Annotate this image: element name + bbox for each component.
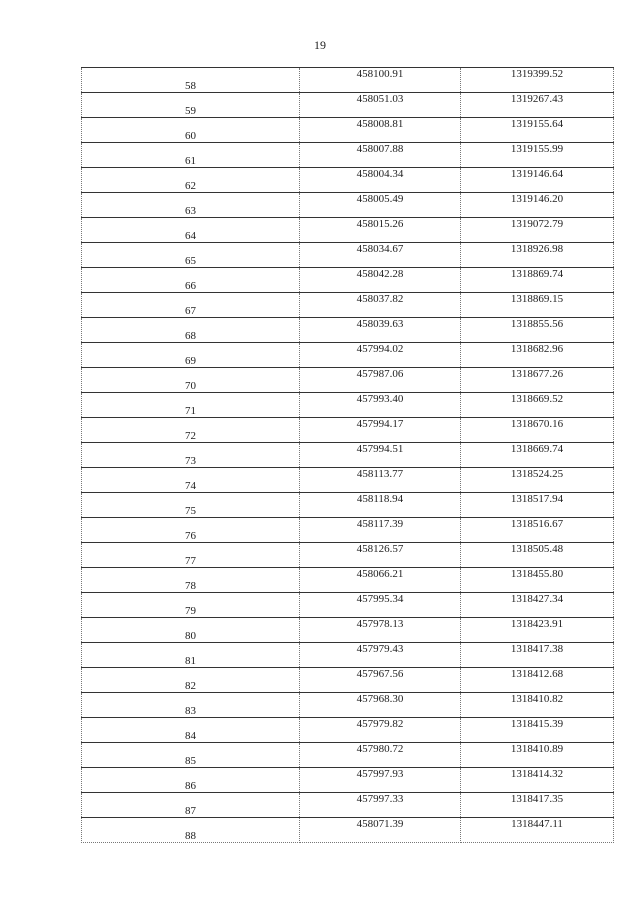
coordinate-table bbox=[81, 67, 614, 843]
x-coordinate-cell: 457967.56 bbox=[300, 668, 461, 693]
table-row bbox=[82, 768, 614, 793]
x-coordinate-cell: 458005.49 bbox=[300, 193, 461, 218]
x-coordinate-cell: 457997.93 bbox=[300, 768, 461, 793]
point-number-cell: 83 bbox=[82, 693, 300, 718]
table-row bbox=[82, 318, 614, 343]
table-row bbox=[82, 593, 614, 618]
point-number-cell: 71 bbox=[82, 393, 300, 418]
point-number-cell: 65 bbox=[82, 243, 300, 268]
y-coordinate-cell: 1318855.56 bbox=[461, 318, 614, 343]
y-coordinate-cell: 1318869.15 bbox=[461, 293, 614, 318]
table-row bbox=[82, 568, 614, 593]
y-coordinate-cell: 1318516.67 bbox=[461, 518, 614, 543]
x-coordinate-cell: 458039.63 bbox=[300, 318, 461, 343]
x-coordinate-cell: 457979.43 bbox=[300, 643, 461, 668]
point-number-cell: 62 bbox=[82, 168, 300, 193]
point-number-cell: 85 bbox=[82, 743, 300, 768]
x-coordinate-cell: 458007.88 bbox=[300, 143, 461, 168]
x-coordinate-cell: 457997.33 bbox=[300, 793, 461, 818]
point-number-cell: 81 bbox=[82, 643, 300, 668]
point-number-cell: 86 bbox=[82, 768, 300, 793]
x-coordinate-cell: 457968.30 bbox=[300, 693, 461, 718]
point-number-cell: 60 bbox=[82, 118, 300, 143]
y-coordinate-cell: 1318414.32 bbox=[461, 768, 614, 793]
table-row bbox=[82, 618, 614, 643]
y-coordinate-cell: 1318417.35 bbox=[461, 793, 614, 818]
table-row bbox=[82, 268, 614, 293]
table-row bbox=[82, 468, 614, 493]
y-coordinate-cell: 1318447.11 bbox=[461, 818, 614, 843]
point-number-cell: 72 bbox=[82, 418, 300, 443]
x-coordinate-cell: 458118.94 bbox=[300, 493, 461, 518]
x-coordinate-cell: 458071.39 bbox=[300, 818, 461, 843]
y-coordinate-cell: 1318524.25 bbox=[461, 468, 614, 493]
table-row bbox=[82, 668, 614, 693]
table-row bbox=[82, 168, 614, 193]
y-coordinate-cell: 1318410.82 bbox=[461, 693, 614, 718]
table-row bbox=[82, 343, 614, 368]
y-coordinate-cell: 1318669.74 bbox=[461, 443, 614, 468]
table-row bbox=[82, 643, 614, 668]
table-row bbox=[82, 393, 614, 418]
table-row bbox=[82, 693, 614, 718]
x-coordinate-cell: 457980.72 bbox=[300, 743, 461, 768]
table-row bbox=[82, 493, 614, 518]
y-coordinate-cell: 1319155.99 bbox=[461, 143, 614, 168]
point-number-cell: 84 bbox=[82, 718, 300, 743]
point-number-cell: 70 bbox=[82, 368, 300, 393]
table-row bbox=[82, 293, 614, 318]
page-number: 19 bbox=[314, 38, 326, 52]
y-coordinate-cell: 1318517.94 bbox=[461, 493, 614, 518]
point-number-cell: 88 bbox=[82, 818, 300, 843]
point-number-cell: 74 bbox=[82, 468, 300, 493]
y-coordinate-cell: 1318415.39 bbox=[461, 718, 614, 743]
x-coordinate-cell: 458051.03 bbox=[300, 93, 461, 118]
y-coordinate-cell: 1318417.38 bbox=[461, 643, 614, 668]
y-coordinate-cell: 1318677.26 bbox=[461, 368, 614, 393]
point-number-cell: 77 bbox=[82, 543, 300, 568]
x-coordinate-cell: 458037.82 bbox=[300, 293, 461, 318]
table-row bbox=[82, 118, 614, 143]
x-coordinate-cell: 458066.21 bbox=[300, 568, 461, 593]
table-row bbox=[82, 143, 614, 168]
table-row bbox=[82, 518, 614, 543]
y-coordinate-cell: 1318669.52 bbox=[461, 393, 614, 418]
y-coordinate-cell: 1318423.91 bbox=[461, 618, 614, 643]
x-coordinate-cell: 458034.67 bbox=[300, 243, 461, 268]
table-row bbox=[82, 793, 614, 818]
table-row bbox=[82, 243, 614, 268]
table-row bbox=[82, 368, 614, 393]
y-coordinate-cell: 1318869.74 bbox=[461, 268, 614, 293]
point-number-cell: 64 bbox=[82, 218, 300, 243]
y-coordinate-cell: 1318427.34 bbox=[461, 593, 614, 618]
y-coordinate-cell: 1319155.64 bbox=[461, 118, 614, 143]
x-coordinate-cell: 458113.77 bbox=[300, 468, 461, 493]
y-coordinate-cell: 1318926.98 bbox=[461, 243, 614, 268]
x-coordinate-cell: 458004.34 bbox=[300, 168, 461, 193]
x-coordinate-cell: 457995.34 bbox=[300, 593, 461, 618]
table-row bbox=[82, 543, 614, 568]
point-number-cell: 66 bbox=[82, 268, 300, 293]
point-number-cell: 79 bbox=[82, 593, 300, 618]
x-coordinate-cell: 458015.26 bbox=[300, 218, 461, 243]
x-coordinate-cell: 457987.06 bbox=[300, 368, 461, 393]
table-row bbox=[82, 93, 614, 118]
point-number-cell: 80 bbox=[82, 618, 300, 643]
table-row bbox=[82, 443, 614, 468]
point-number-cell: 87 bbox=[82, 793, 300, 818]
x-coordinate-cell: 457978.13 bbox=[300, 618, 461, 643]
table-row bbox=[82, 218, 614, 243]
x-coordinate-cell: 457979.82 bbox=[300, 718, 461, 743]
coordinate-table-body bbox=[82, 68, 614, 843]
point-number-cell: 75 bbox=[82, 493, 300, 518]
y-coordinate-cell: 1319267.43 bbox=[461, 93, 614, 118]
point-number-cell: 68 bbox=[82, 318, 300, 343]
point-number-cell: 69 bbox=[82, 343, 300, 368]
x-coordinate-cell: 458100.91 bbox=[300, 68, 461, 93]
y-coordinate-cell: 1318682.96 bbox=[461, 343, 614, 368]
y-coordinate-cell: 1318412.68 bbox=[461, 668, 614, 693]
point-number-cell: 63 bbox=[82, 193, 300, 218]
table-row bbox=[82, 818, 614, 843]
table-row bbox=[82, 743, 614, 768]
x-coordinate-cell: 458008.81 bbox=[300, 118, 461, 143]
x-coordinate-cell: 457994.17 bbox=[300, 418, 461, 443]
y-coordinate-cell: 1319399.52 bbox=[461, 68, 614, 93]
x-coordinate-cell: 457994.02 bbox=[300, 343, 461, 368]
x-coordinate-cell: 457994.51 bbox=[300, 443, 461, 468]
y-coordinate-cell: 1319072.79 bbox=[461, 218, 614, 243]
point-number-cell: 67 bbox=[82, 293, 300, 318]
x-coordinate-cell: 458126.57 bbox=[300, 543, 461, 568]
y-coordinate-cell: 1319146.20 bbox=[461, 193, 614, 218]
y-coordinate-cell: 1318505.48 bbox=[461, 543, 614, 568]
x-coordinate-cell: 458042.28 bbox=[300, 268, 461, 293]
y-coordinate-cell: 1318455.80 bbox=[461, 568, 614, 593]
point-number-cell: 82 bbox=[82, 668, 300, 693]
point-number-cell: 61 bbox=[82, 143, 300, 168]
table-row bbox=[82, 68, 614, 93]
point-number-cell: 59 bbox=[82, 93, 300, 118]
point-number-cell: 73 bbox=[82, 443, 300, 468]
table-row bbox=[82, 718, 614, 743]
point-number-cell: 58 bbox=[82, 68, 300, 93]
table-row bbox=[82, 418, 614, 443]
y-coordinate-cell: 1319146.64 bbox=[461, 168, 614, 193]
y-coordinate-cell: 1318670.16 bbox=[461, 418, 614, 443]
point-number-cell: 78 bbox=[82, 568, 300, 593]
x-coordinate-cell: 458117.39 bbox=[300, 518, 461, 543]
x-coordinate-cell: 457993.40 bbox=[300, 393, 461, 418]
table-row bbox=[82, 193, 614, 218]
point-number-cell: 76 bbox=[82, 518, 300, 543]
y-coordinate-cell: 1318410.89 bbox=[461, 743, 614, 768]
